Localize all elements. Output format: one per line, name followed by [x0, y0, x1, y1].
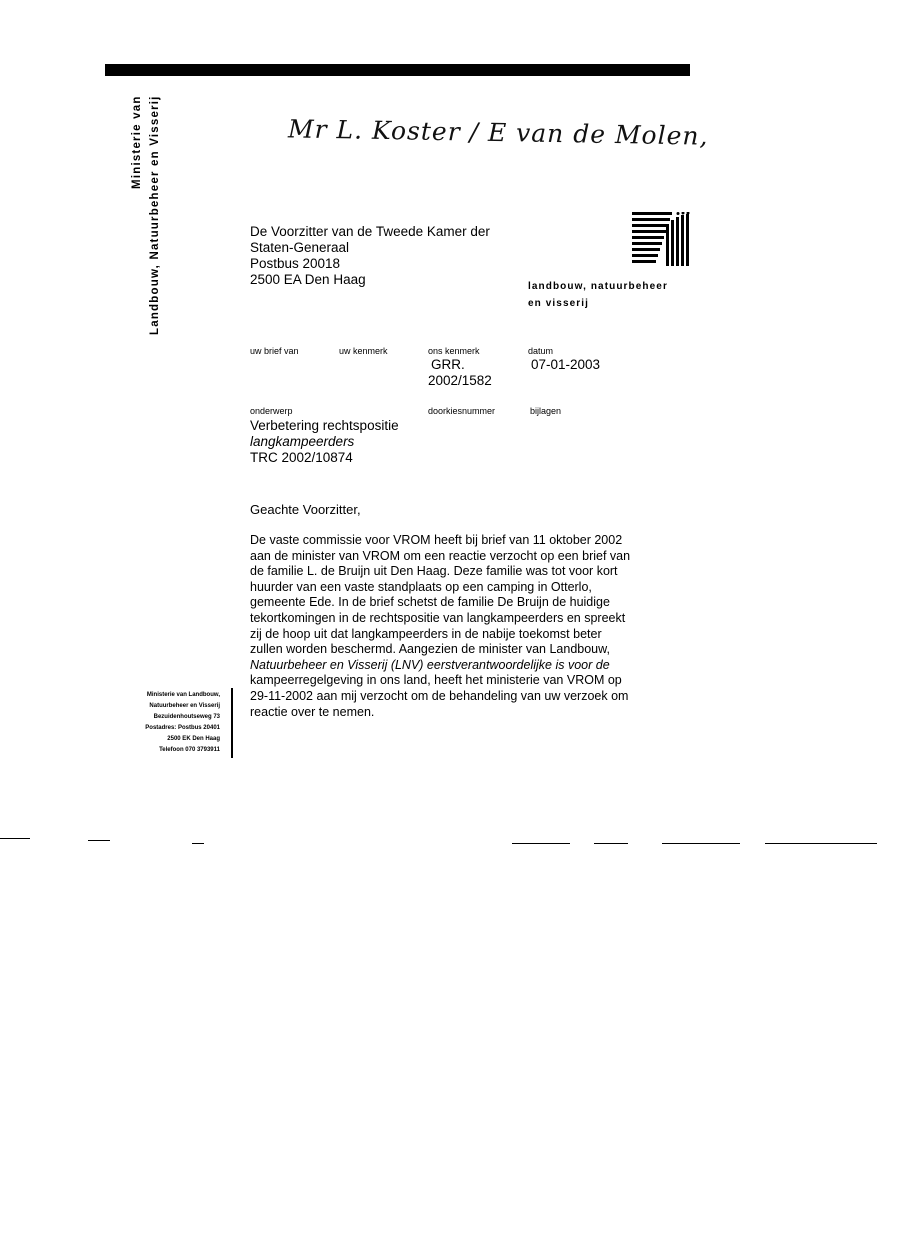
- brand-line-2: en visserij: [528, 298, 590, 309]
- addressee-line: Staten-Generaal: [250, 240, 350, 255]
- scan-top-bar: [105, 64, 690, 76]
- salutation: Geachte Voorzitter,: [250, 502, 361, 517]
- ons-kenmerk-label: ons kenmerk: [428, 346, 480, 356]
- scan-artifact-line: [192, 843, 204, 844]
- sender-address: [110, 690, 220, 756]
- brand-line-1: landbouw, natuurbeheer: [528, 281, 668, 292]
- ministry-vertical-name: [128, 95, 164, 335]
- datum-value: 07-01-2003: [531, 357, 601, 372]
- scan-artifact-line: [88, 840, 110, 841]
- ministry-line-1: Ministerie van: [131, 95, 143, 189]
- scan-artifact-line: [594, 843, 628, 844]
- bijlagen-label: bijlagen: [530, 406, 562, 416]
- sender-line: Natuurbeheer en Visserij: [149, 703, 220, 709]
- ons-kenmerk-value: 2002/1582: [428, 373, 492, 388]
- sender-line: 2500 EK Den Haag: [167, 736, 220, 742]
- sender-line: Telefoon 070 3793911: [159, 747, 220, 753]
- ministry-logo-icon: [632, 212, 690, 268]
- sender-line: Bezuidenhoutseweg 73: [153, 714, 220, 720]
- datum-label: datum: [528, 346, 554, 356]
- handwritten-note: Mr L. Koster / E van de Molen,: [287, 114, 709, 151]
- onderwerp-label: onderwerp: [250, 406, 293, 416]
- scan-artifact-line: [662, 843, 740, 844]
- ministry-brand: [528, 278, 668, 312]
- sender-line: Ministerie van Landbouw,: [146, 692, 220, 698]
- body-text-italic: Natuurbeheer en Visserij (LNV) eerstverantwoordelijke is voor de: [250, 657, 610, 672]
- body-text: kampeerregelgeving in ons land, heeft het ministerie van VROM op 29-11-2002 aan mij verzocht om de behandeling van uw verzoek om reactie over te nemen.: [250, 673, 629, 719]
- ons-kenmerk-value: GRR.: [431, 357, 465, 372]
- ministry-line-2: Landbouw, Natuurbeheer en Visserij: [149, 95, 161, 335]
- uw-brief-van-label: uw brief van: [250, 346, 299, 356]
- letter-body: [250, 533, 770, 720]
- onderwerp-value: Verbetering rechtspositie: [250, 418, 399, 433]
- uw-kenmerk-label: uw kenmerk: [339, 346, 388, 356]
- sender-line: Postadres: Postbus 20401: [145, 725, 220, 731]
- doorkiesnummer-label: doorkiesnummer: [428, 406, 496, 416]
- addressee-line: De Voorzitter van de Tweede Kamer der: [250, 224, 490, 239]
- addressee-line: Postbus 20018: [250, 256, 341, 271]
- onderwerp-value: langkampeerders: [250, 434, 355, 449]
- scan-artifact-line: [0, 838, 30, 839]
- onderwerp-value: TRC 2002/10874: [250, 450, 353, 465]
- scan-artifact-line: [765, 843, 877, 844]
- addressee-line: 2500 EA Den Haag: [250, 272, 366, 287]
- body-text: De vaste commissie voor VROM heeft bij brief van 11 oktober 2002 aan de minister van VROM om een reactie verzocht op een brief van de familie L. de Bruijn uit Den Haag. Deze familie was tot voor kort huurder van een vaste standplaats op een camping in Otterlo, gemeente Ede. In de brief schetst de familie De Bruijn de huidige tekortkomingen in de rechtspositie van langkampeerders en spreekt zij de hoop uit dat langkampeerders in de nabije toekomst beter zullen worden beschermd. Aangezien de minister van Landbouw,: [250, 533, 631, 657]
- sender-divider: [231, 688, 233, 758]
- scan-artifact-line: [512, 843, 570, 844]
